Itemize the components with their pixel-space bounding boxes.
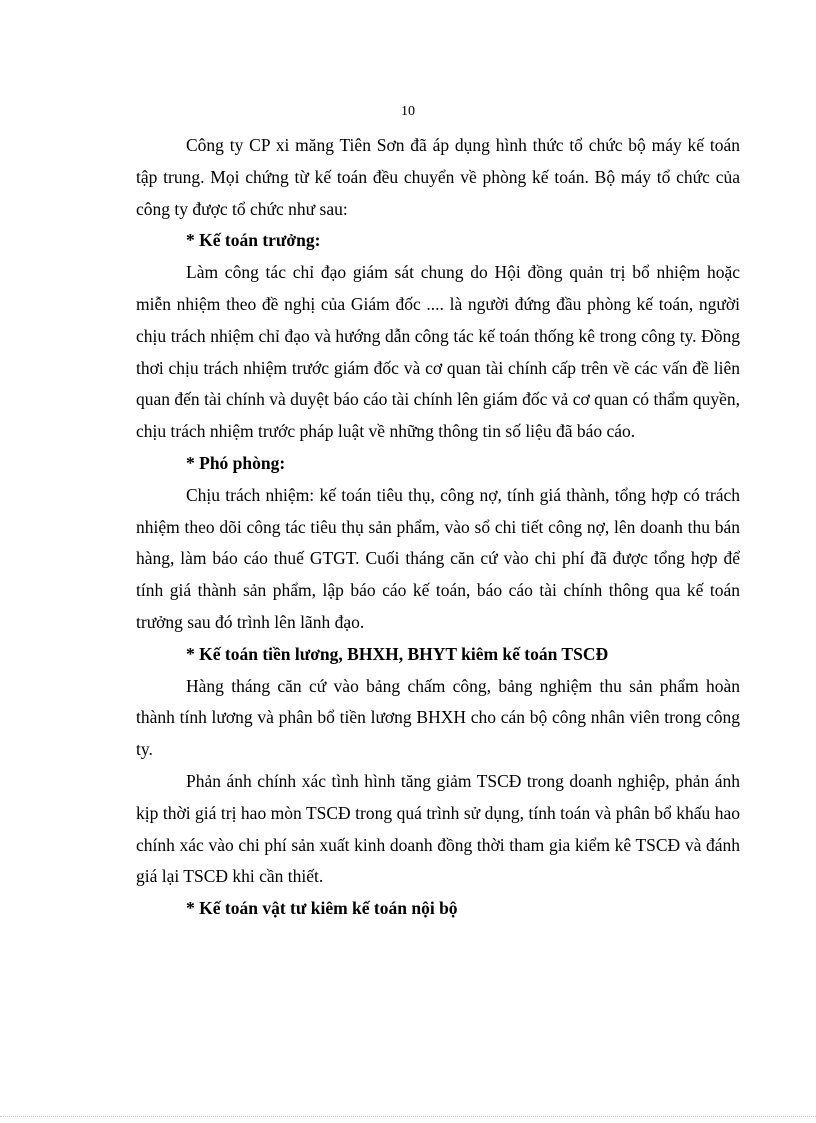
page-number: 10	[401, 104, 415, 119]
heading-materials-accountant: * Kế toán vật tư kiêm kế toán nội bộ	[186, 898, 458, 919]
page-bottom-divider	[0, 1116, 816, 1117]
paragraph-intro: Công ty CP xi măng Tiên Sơn đã áp dụng hình thức tổ chức bộ máy kế toán tập trung. Mọi chứng từ kế toán đều chuyển về phòng kế toán. Bộ máy tổ chức của công ty được tổ chức như sau:	[136, 135, 740, 219]
heading-payroll-accountant: * Kế toán tiền lương, BHXH, BHYT kiêm kế toán TSCĐ	[186, 643, 609, 664]
paragraph-fixed-assets: Phản ánh chính xác tình hình tăng giảm TSCĐ trong doanh nghiệp, phản ánh kịp thời giá trị hao mòn TSCĐ trong quá trình sử dụng, tính toán và phân bổ khấu hao chính xác vào chi phí sản xuất kinh doanh đồng thời tham gia kiểm kê TSCĐ và đánh giá lại TSCĐ khi cần thiết.	[136, 770, 740, 887]
document-body	[136, 130, 740, 925]
paragraph-chief-accountant: Làm công tác chỉ đạo giám sát chung do Hội đồng quản trị bổ nhiệm hoặc miễn nhiệm theo đề nghị của Giám đốc .... là người đứng đầu phòng kế toán, người chịu trách nhiệm chỉ đạo và hướng dẫn công tác kế toán thống kê trong công ty. Đồng thơi chịu trách nhiệm trước giám đốc và cơ quan tài chính cấp trên về các vấn đề liên quan đến tài chính và duyệt báo cáo tài chính lên giám đốc vả cơ quan có thẩm quyền, chịu trách nhiệm trước pháp luật về những thông tin số liệu đã báo cáo.	[136, 262, 740, 442]
heading-chief-accountant: * Kế toán trưởng:	[186, 230, 321, 251]
heading-deputy-head: * Phó phòng:	[186, 452, 286, 473]
paragraph-payroll: Hàng tháng căn cứ vào bảng chấm công, bảng nghiệm thu sản phẩm hoàn thành tính lương và phân bổ tiền lương BHXH cho cán bộ công nhân viên trong công ty.	[136, 675, 740, 760]
paragraph-deputy-head: Chịu trách nhiệm: kế toán tiêu thụ, công nợ, tính giá thành, tổng hợp có trách nhiệm theo dõi công tác tiêu thụ sản phẩm, vào sổ chi tiết công nợ, lên doanh thu bán hàng, làm báo cáo thuế GTGT. Cuối tháng căn cứ vào chi phí đã được tổng hợp để tính giá thành sản phẩm, lập báo cáo kế toán, báo cáo tài chính thông qua kế toán trưởng sau đó trình lên lãnh đạo.	[136, 484, 740, 632]
